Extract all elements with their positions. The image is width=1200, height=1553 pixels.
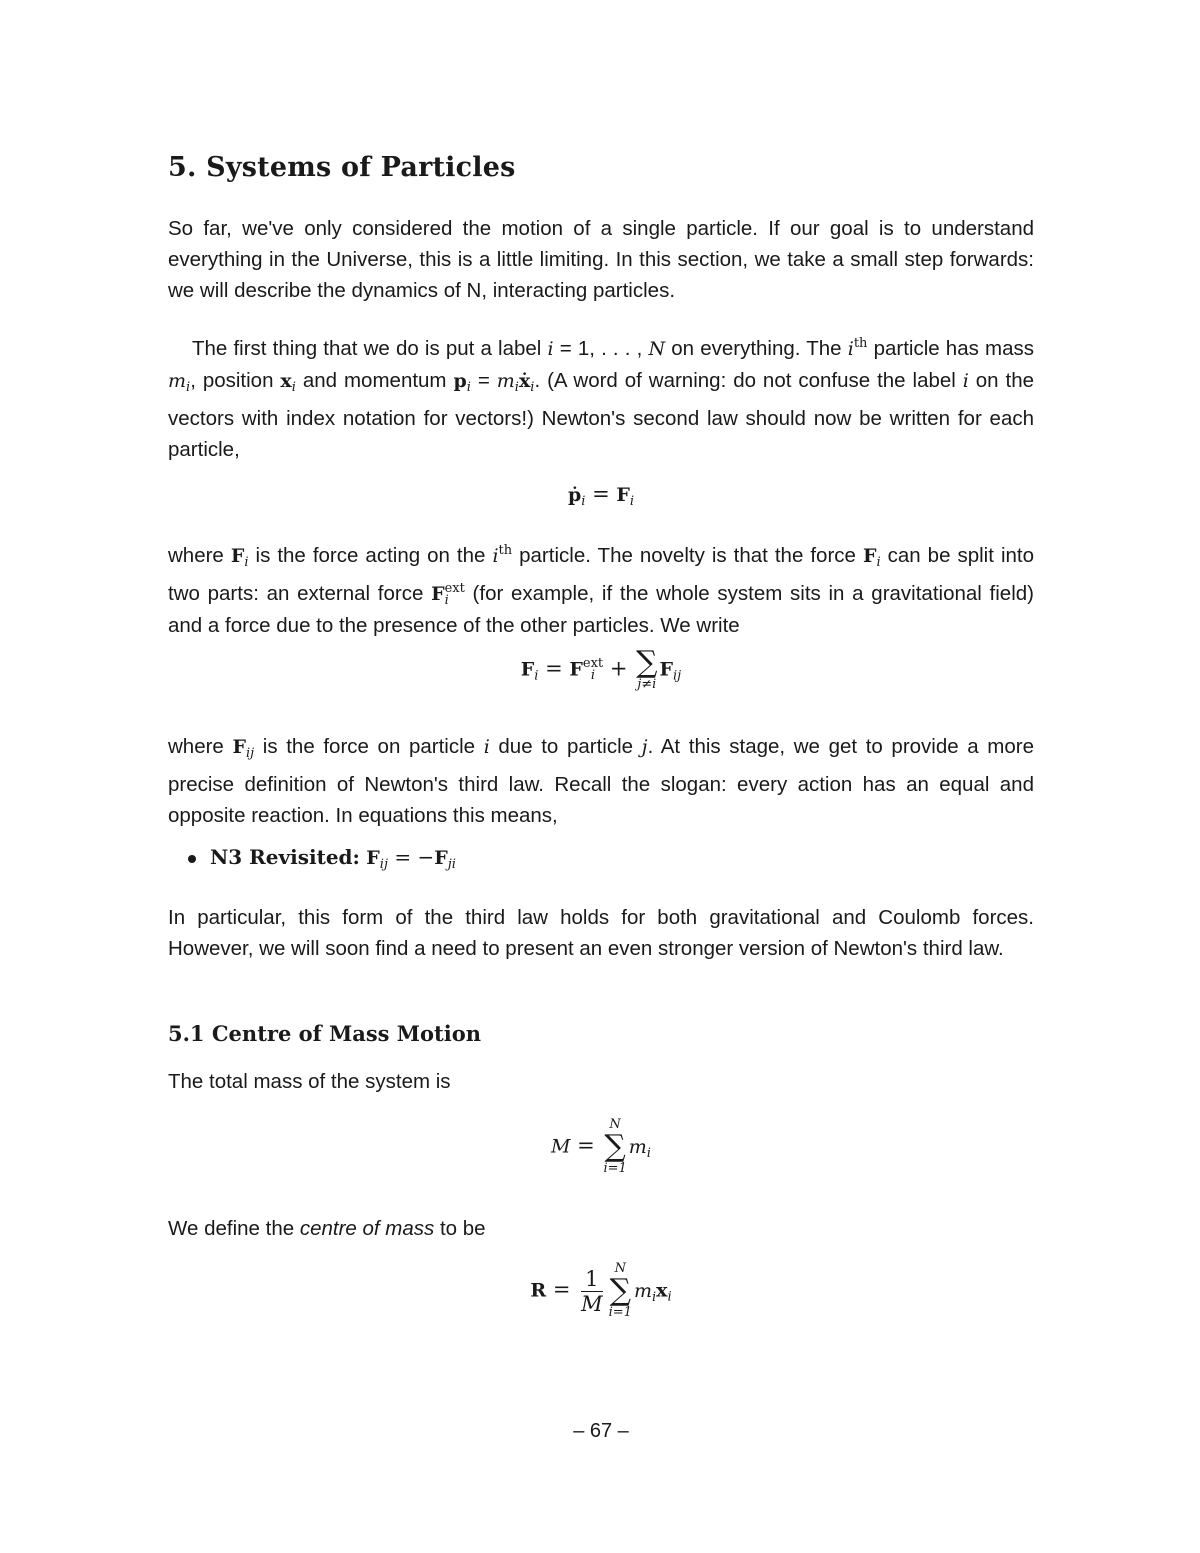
para3-text-5: (for example, if the whole system sits in a gravitational field) and a force due to the presence of the other particles. We write [168,582,1034,637]
para3-text-4: can be split into two parts: an external force [168,544,1034,605]
summation-symbol: N ∑ i=1 [608,1261,632,1320]
para2-text-3: particle has mass [867,337,1034,360]
intro-paragraph: So far, we've only considered the motion of a single particle. If our goal is to understand everything in the Universe, this is a little limiting. In this section, we take a small step forwards: we will describe the dynamics of N, interacting particles. [168,217,1034,302]
define-text-post: to be [434,1217,486,1240]
summation-symbol: N ∑ i=1 [603,1117,627,1176]
equation-newton-second-law: ṗi = Fi [567,482,635,509]
para4-text-1: where [168,735,233,758]
para4-text-2: is the force on particle [254,735,484,758]
para2-text-7: on the vectors with index notation for vectors!) Newton's second law should now be written for each particle, [168,369,1035,461]
equation-force-decomposition: Fi = F ext i + ∑ j≠i Fij [520,645,682,692]
para2-text-1: The first thing that we do is put a label [192,337,548,360]
n3-revisited-bullet: N3 Revisited: $F_{ij} = -F_{ji}$ [188,845,456,872]
bullet-dot [188,855,196,863]
summation-symbol: ∑ j≠i [636,645,658,692]
para4-text-4: . At this stage, we get to provide a more precise definition of Newton's third law. Recall the slogan: every action has an equal and opposite reaction. In equations this means, [168,735,1035,827]
fraction-one-over-m: $\frac{1}{M}$ [581,1266,603,1316]
para2-text-4: , position [190,369,281,392]
para3-text-2: is the force acting on the [248,544,493,567]
para2-text-5: and momentum [295,369,454,392]
para4-text-3: due to particle [489,735,642,758]
para2-text-2: on everything. The [665,337,848,360]
para3-text-1: where [168,544,231,567]
define-text-pre: We define the [168,1217,300,1240]
third-law-paragraph: where Fij is the force on particle i due to particle j. At this stage, we get to provide a more precise definition of Newton's third law. Recall the slogan: every action has an equal and opposite reaction. In equations this means, [168,735,1035,827]
para3-text-3: particle. The novelty is that the force [512,544,863,567]
bullet-label: N3 Revisited: [210,845,360,869]
label-paragraph: The first thing that we do is put a label i = 1, . . . , N on everything. The $i^{th}$ particle has mass $m_i$, position xi and momentum pi = $m_iẋi$. (A word of warning: do not confuse the label i on the vectors with index notation for vectors!) Newton's second law should now be written for each particle, [168,336,1035,461]
define-text-em: centre of mass [299,1217,435,1240]
centre-of-mass-definition [168,1213,1034,1244]
total-mass-text: The total mass of the system is [168,1070,451,1093]
equation-total-mass: M = N ∑ i=1 $m_i$ [551,1117,651,1176]
page-number: – 67 – [573,1420,629,1442]
subsection-title: 5.1 Centre of Mass Motion [168,1021,481,1046]
para2-text-6: . (A word of warning: do not confuse the label [534,369,963,392]
third-law-note-paragraph: In particular, this form of the third law holds for both gravitational and Coulomb forces. However, we will soon find a need to present an even stronger version of Newton's third law. [168,906,1034,960]
equation-centre-of-mass: R = $\frac{1}{M}$ N ∑ i=1 $m_ixi$ [530,1261,672,1320]
force-split-paragraph: where Fi is the force acting on the $i^{th}$ particle. The novelty is that the force Fi can be split into two parts: an external force F ext i (for example, if the whole system sits in a gravitational field) and a force due to the presence of the other particles. We write [168,543,1034,637]
section-title: 5. Systems of Particles [168,152,516,183]
